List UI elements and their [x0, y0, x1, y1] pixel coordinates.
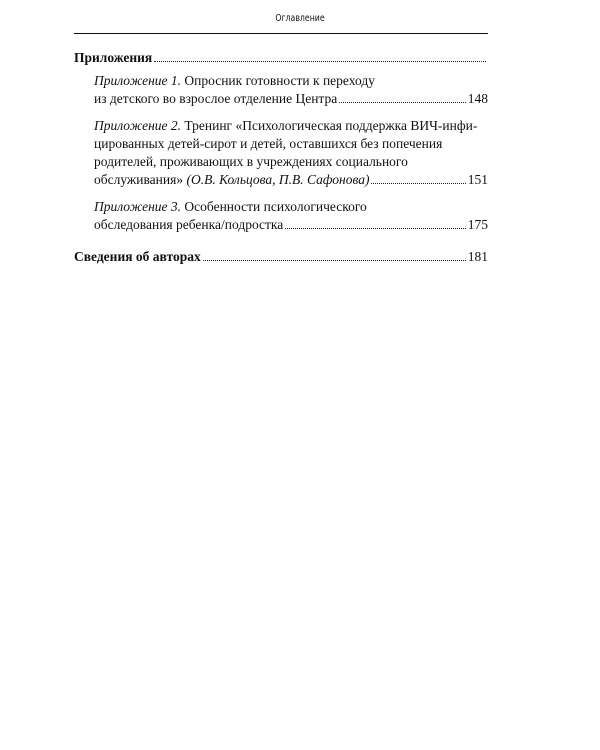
toc-entry-line [94, 135, 488, 153]
toc-entry-appendix-2 [94, 117, 488, 189]
dot-leader [339, 102, 466, 103]
dot-leader [203, 260, 466, 261]
toc-entry-text: обслуживания» [94, 172, 184, 187]
table-of-contents [74, 42, 488, 266]
toc-entry-line [94, 72, 488, 90]
toc-entry-line [94, 216, 488, 234]
header-rule [74, 33, 488, 34]
toc-entry-line [94, 117, 488, 135]
toc-entry-text: цированных детей-сирот и детей, оставшихся без попечения [94, 136, 443, 151]
dot-leader [154, 61, 486, 62]
toc-section-about-authors [74, 248, 488, 266]
running-head: Оглавление [275, 13, 325, 24]
dot-leader [285, 228, 465, 229]
toc-entry-appendix-3 [94, 198, 488, 234]
toc-page-number: 175 [467, 217, 488, 232]
toc-entry-prefix: Приложение 3. [94, 199, 182, 214]
toc-entry-prefix: Приложение 2. [94, 118, 182, 133]
toc-entry-prefix: Приложение 1. [94, 73, 182, 88]
toc-section-title: Сведения об авторах [74, 249, 201, 264]
toc-page-number: 148 [467, 91, 488, 106]
toc-section-appendices [74, 49, 488, 67]
dot-leader [371, 183, 465, 184]
toc-entry-line [94, 198, 488, 216]
toc-page-number: 151 [467, 172, 488, 187]
toc-entry-line [94, 90, 488, 108]
toc-page-number: 181 [467, 249, 488, 264]
toc-entry-line [94, 153, 488, 171]
toc-entry-text: родителей, проживающих в учреждениях социального [94, 154, 408, 169]
toc-entry-text: обследования ребенка/подростка [94, 217, 284, 232]
toc-entry-text: из детского во взрослое отделение Центра [94, 91, 338, 106]
toc-entry-appendix-1 [94, 72, 488, 108]
toc-section-title: Приложения [74, 50, 153, 65]
toc-entry-authors: (О.В. Кольцова, П.В. Сафонова) [186, 172, 370, 187]
toc-entry-text: Опросник готовности к переходу [184, 73, 375, 88]
toc-entry-text: Особенности психологического [184, 199, 367, 214]
toc-entry-line [94, 171, 488, 189]
toc-entry-text: Тренинг «Психологическая поддержка ВИЧ-инфи- [184, 118, 478, 133]
